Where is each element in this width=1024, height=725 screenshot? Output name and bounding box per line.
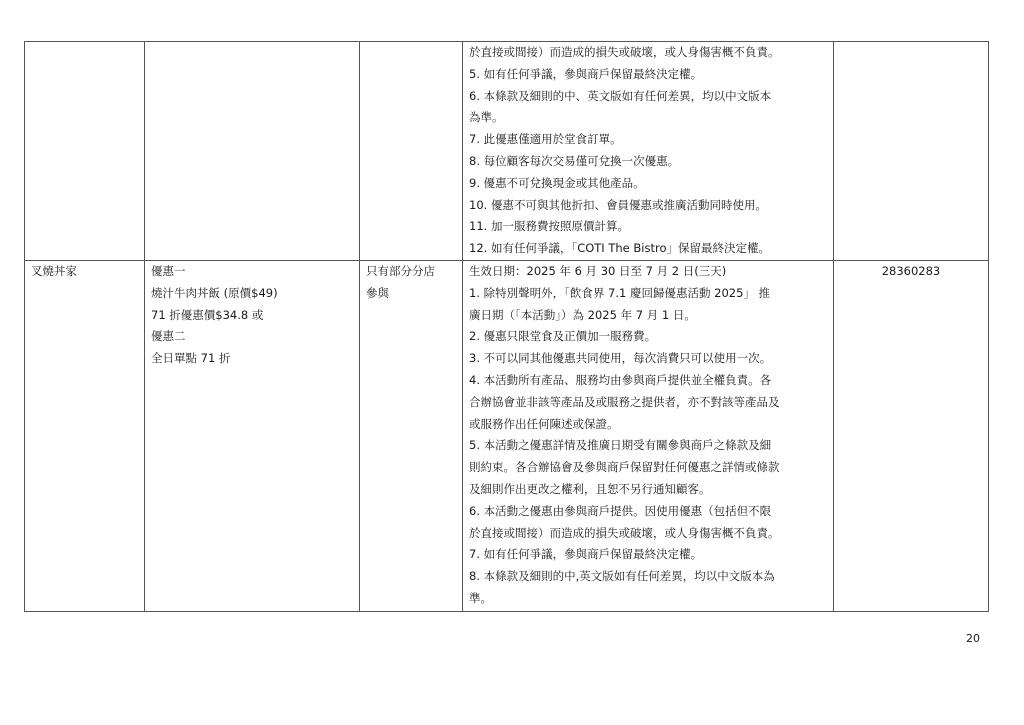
offer-line: 燒汁牛肉丼飯 (原價$49) <box>151 285 278 300</box>
phone-cell <box>834 42 989 261</box>
terms-line: 8. 本條款及細則的中,英文版如有任何差異，均以中文版本為 <box>469 569 775 584</box>
terms-cell <box>463 261 834 612</box>
terms-line: 12. 如有任何爭議，「COTI The Bistro」保留最終決定權。 <box>469 241 770 256</box>
terms-line: 生效日期：2025 年 6 月 30 日至 7 月 2 日(三天) <box>469 264 727 278</box>
terms-line: 7. 此優惠僅適用於堂食訂單。 <box>469 132 622 147</box>
terms-line: 3. 不可以同其他優惠共同使用，每次消費只可以使用一次。 <box>469 351 772 366</box>
branches-line: 只有部分分店 <box>366 264 435 278</box>
terms-line: 6. 本條款及細則的中、英文版如有任何差異，均以中文版本 <box>469 88 772 103</box>
page-number: 20 <box>966 632 980 645</box>
terms-line: 9. 優惠不可兌換現金或其他產品。 <box>469 175 645 190</box>
terms-line: 11. 加一服務費按照原價計算。 <box>469 219 629 234</box>
terms-line: 5. 如有任何爭議，參與商戶保留最終決定權。 <box>469 66 703 81</box>
terms-line: 10. 優惠不可與其他折扣、會員優惠或推廣活動同時使用。 <box>469 197 767 212</box>
terms-cell <box>463 42 834 261</box>
brand-name: 叉燒丼家 <box>31 264 77 278</box>
terms-line: 及細則作出更改之權利，且恕不另行通知顧客。 <box>469 481 711 496</box>
terms-line: 準。 <box>469 590 492 605</box>
promotion-table <box>24 41 989 612</box>
brand-cell <box>25 261 145 612</box>
phone-number: 28360283 <box>881 264 941 278</box>
terms-line: 1. 除特別聲明外，「飲食界 7.1 慶回歸優惠活動 2025」 推 <box>469 285 771 300</box>
terms-line: 4. 本活動所有產品、服務均由參與商戶提供並全權負責。各 <box>469 372 772 387</box>
terms-line: 或服務作出任何陳述或保證。 <box>469 416 619 431</box>
terms-line: 8. 每位顧客每次交易僅可兌換一次優惠。 <box>469 153 680 168</box>
phone-cell <box>834 261 989 612</box>
table-row <box>25 42 989 261</box>
terms-line: 2. 優惠只限堂食及正價加一服務費。 <box>469 329 657 344</box>
terms-line: 則約束。各合辦協會及參與商戶保留對任何優惠之詳情或條款 <box>469 460 780 475</box>
terms-line: 為準。 <box>469 110 504 125</box>
terms-line: 於直接或間接）而造成的損失或破壞，或人身傷害概不負責。 <box>469 45 780 59</box>
terms-line: 合辦協會並非該等產品及或服務之提供者，亦不對該等產品及 <box>469 394 780 409</box>
terms-line: 5. 本活動之優惠詳情及推廣日期受有關參與商戶之條款及細 <box>469 438 772 453</box>
table-row <box>25 261 989 612</box>
offer-line: 全日單點 71 折 <box>151 351 231 366</box>
terms-line: 廣日期（「本活動」）為 2025 年 7 月 1 日。 <box>469 307 696 322</box>
offer-cell <box>145 261 360 612</box>
terms-line: 7. 如有任何爭議，參與商戶保留最終決定權。 <box>469 547 703 562</box>
terms-line: 6. 本活動之優惠由參與商戶提供。因使用優惠（包括但不限 <box>469 503 772 518</box>
offer-line: 優惠一 <box>151 264 186 278</box>
branches-line: 參與 <box>366 285 389 300</box>
offer-cell <box>145 42 360 261</box>
offer-line: 71 折優惠價$34.8 或 <box>151 307 264 322</box>
branches-cell <box>360 261 463 612</box>
branches-cell <box>360 42 463 261</box>
offer-line: 優惠二 <box>151 329 186 344</box>
brand-cell <box>25 42 145 261</box>
terms-line: 於直接或間接）而造成的損失或破壞，或人身傷害概不負責。 <box>469 525 780 540</box>
